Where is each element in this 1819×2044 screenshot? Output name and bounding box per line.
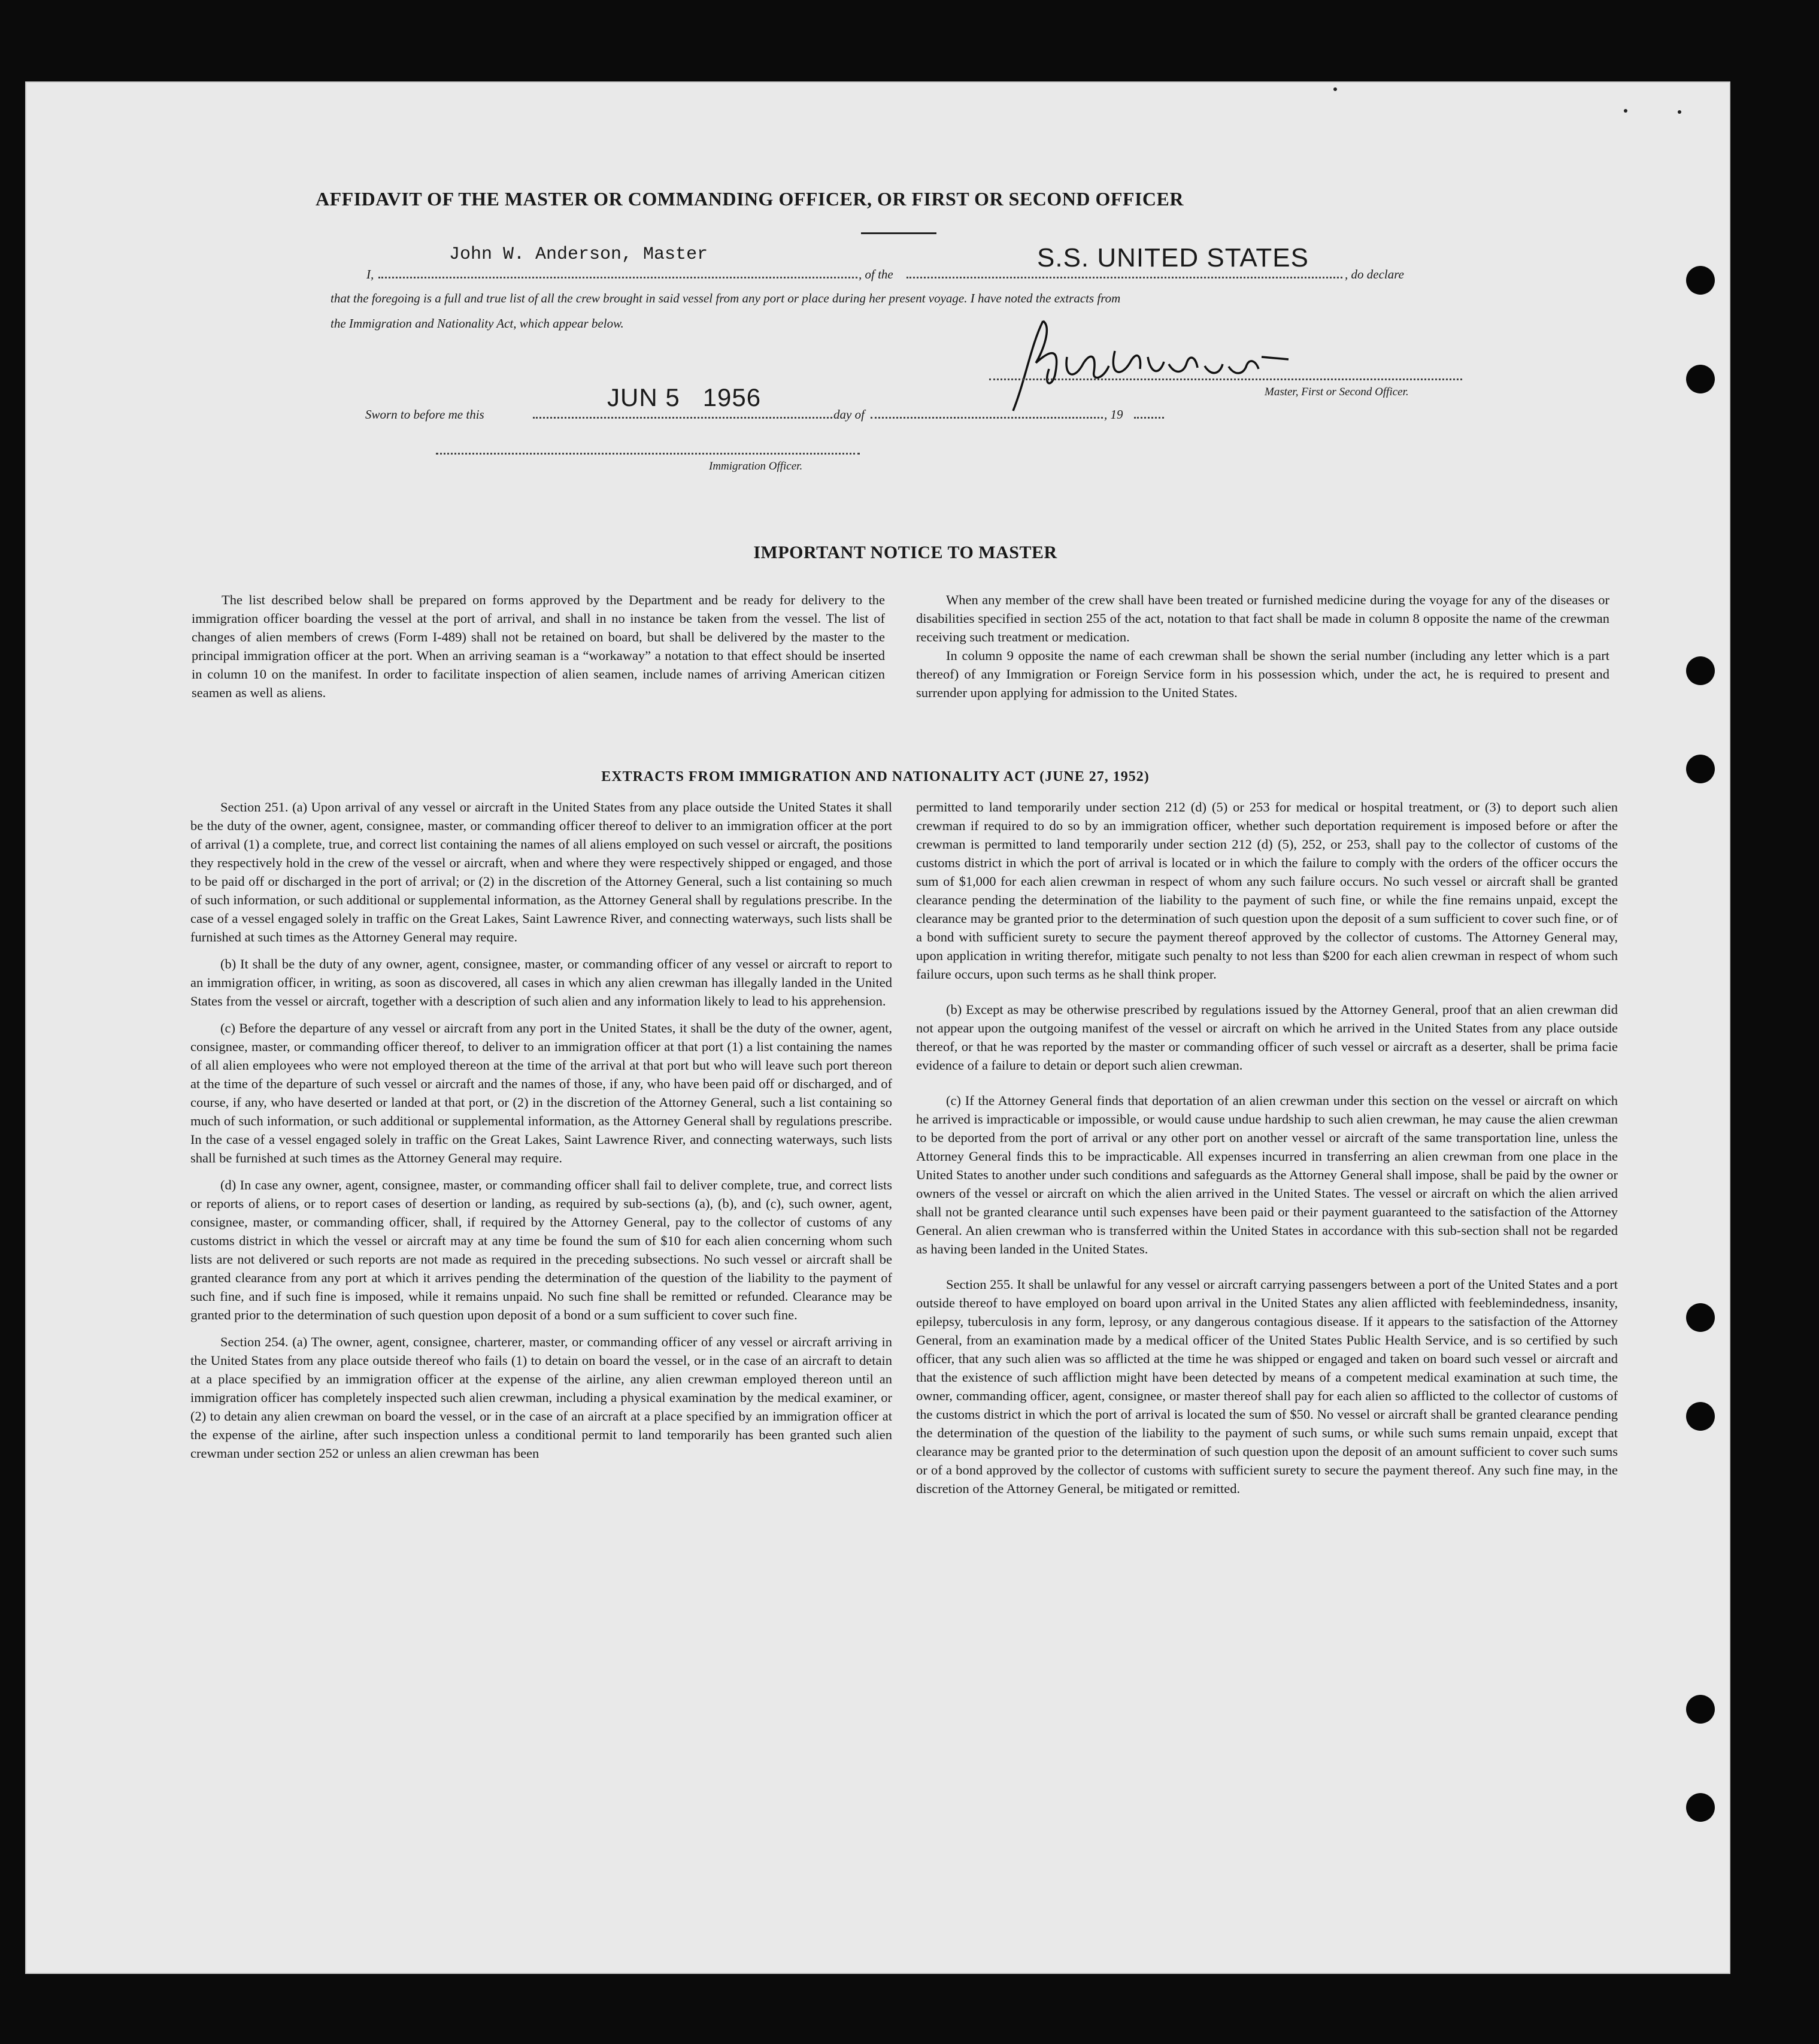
officer-caption: Immigration Officer. — [709, 460, 803, 473]
notice-title: IMPORTANT NOTICE TO MASTER — [753, 543, 1057, 562]
affidavit-title: AFFIDAVIT OF THE MASTER OR COMMANDING OFFICER, OR FIRST OR SECOND OFFICER — [316, 188, 1184, 210]
extract-paragraph: (b) Except as may be otherwise prescribed by regulations issued by the Attorney General, proof that an alien crewman did not appear upon the outgoing manifest of the vessel or aircraft on which he arrived in the United States from any place outside thereof, or that he was reported by the master or commanding officer of such vessel or aircraft as a deserter, shall be prima facie evidence of a failure to detain or deport such alien crewman. — [916, 1002, 1618, 1073]
document-page — [25, 81, 1730, 1974]
notice-left-paragraph: The list described below shall be prepared on forms approved by the Department and be ready for delivery to the immigration officer boarding the vessel at the port of arrival, and shall in no instance be taken from the vessel. The list of changes of alien members of crews (Form I-489) shall not be retained on board, but shall be delivered by the master to the principal immigration officer at the port. When an arriving seaman is a “workaway” a notation to that effect should be inserted in column 10 on the manifest. In order to facilitate inspection of alien seamen, include names of arriving American citizen seamen as well as aliens. — [192, 592, 885, 700]
sworn-date-line — [533, 417, 832, 419]
extracts-title: EXTRACTS FROM IMMIGRATION AND NATIONALITY ACT (JUNE 27, 1952) — [601, 769, 1150, 785]
extract-paragraph: Section 251. (a) Upon arrival of any vessel or aircraft in the United States from any place outside the United States it shall be the duty of the owner, agent, consignee, master, or commanding officer thereof to deliver to an immigration officer at the port of arrival (1) a complete, true, and correct list containing the names of all aliens employed on such vessel or aircraft, the positions they respectively hold in the crew of the vessel or aircraft, when and where they were respectively shipped or engaged, and those to be paid off or discharged in the port of arrival; or (2) in the discretion of the Attorney General, such a list containing so much of such information, or such additional or supplemental information, as the Attorney General shall by regulations prescribe. In the case of a vessel engaged solely in traffic on the Great Lakes, Saint Lawrence River, and connecting waterways, such lists shall be furnished at such times as the Attorney General may require. — [190, 800, 892, 944]
date-stamp: JUN 5 1956 — [607, 383, 762, 411]
extract-paragraph: Section 254. (a) The owner, agent, consignee, charterer, master, or commanding officer of any vessel or aircraft arriving in the United States from any place outside thereof who fails (1) to detain on board the vessel, or in the case of an aircraft to detain at a place specified by an immigration officer at the expense of the airline, any alien crewman employed thereon until an immigration officer has completely inspected such alien crewman, including a physical examination by the medical examiner, or (2) to detain any alien crewman on board the vessel, or in the case of an aircraft at a place specified by an immigration officer at the expense of the airline, after such inspection unless a conditional permit to land temporarily has been granted such alien crewman under section 252 or unless an alien crewman has been — [190, 1334, 892, 1461]
extract-paragraph: (c) Before the departure of any vessel or aircraft from any port in the United States, it shall be the duty of the owner, agent, consignee, master, or commanding officer thereof, to deliver to an immigration officer at that port (1) a list containing the names of all alien employees who were not employed thereon at the time of the arrival at that port but who will leave such port thereon at the time of the departure of such vessel or aircraft and the names of those, if any, who have been paid off or discharged, and of course, if any, who have deserted or landed at that port, or (2) in the discretion of the Attorney General, such a list containing so much of such information, or such additional or supplemental information, as the Attorney General shall by regulations prescribe. In the case of a vessel engaged solely in traffic on the Great Lakes, Saint Lawrence River, and connecting waterways, such lists shall be furnished at such times as the Attorney General may require. — [190, 1021, 892, 1165]
extract-paragraph: (d) In case any owner, agent, consignee, master, or commanding officer shall fail to deliver complete, true, and correct lists or reports of aliens, or to report cases of desertion or landing, as required by sub-sections (a), (b), and (c), such owner, agent, consignee, master, or commanding officer, shall, if required by the Attorney General, pay to the collector of customs of any customs district in which the vessel or aircraft may at any time be found the sum of $10 for each alien concerning whom such lists are not delivered or such reports are not made as required in the preceding subsections. No such vessel or aircraft shall be granted clearance from any port at which it arrives pending the determination of the question of the liability to the payment of such fine, and if such fine is imposed, while it remains unpaid. No such fine shall be remitted or refunded. Clearance may be granted prior to the determination of such question upon deposit of a bond or a sum sufficient to cover such fine. — [190, 1177, 892, 1322]
vessel-line — [907, 277, 1342, 278]
binder-hole — [1686, 755, 1715, 783]
declaration-line-1: that the foregoing is a full and true list of all the crew brought in said vessel from any port or place during her present voyage. I have noted the extracts from — [331, 291, 1121, 305]
day-of-label: day of — [833, 407, 865, 422]
extracts-right-column — [916, 798, 1618, 1506]
binder-hole — [1686, 656, 1715, 685]
signature-line — [989, 378, 1462, 380]
declaration-line-2: the Immigration and Nationality Act, which appear below. — [331, 316, 624, 331]
year-label: , 19 — [1104, 407, 1123, 422]
extracts-left-column — [190, 798, 892, 1471]
name-line — [378, 277, 857, 278]
name-field: John W. Anderson, Master — [449, 244, 708, 265]
binder-hole — [1686, 365, 1715, 393]
extract-paragraph: permitted to land temporarily under section 212 (d) (5) or 253 for medical or hospital treatment, or (3) to deport such alien crewman if required to do so by an immigration officer, whether such deportation requirement is imposed before or after the crewman is permitted to land temporarily under section 212 (d) (5), 252, or 253, shall pay to the collector of customs of the customs district in which the port of arrival is located or in which the failure to comply with the orders of the officer occurs the sum of $1,000 for each alien crewman in respect of whom any such failure occurs. No such vessel or aircraft shall be granted clearance pending the determination of the liability to the payment of such fine, or while the fine remains unpaid, except the clearance may be granted prior to the determination of such question upon the deposit of a sum sufficient to cover such fine, or of a bond with sufficient surety to secure the payment thereof approved by the collector of customs. The Attorney General may, upon application in writing therefor, mitigate such penalty to not less than $200 for each alien crewman in respect of whom such failure occurs, upon such terms as he shall think proper. — [916, 800, 1618, 982]
sworn-label: Sworn to before me this — [365, 407, 484, 422]
signature-caption: Master, First or Second Officer. — [1265, 386, 1409, 398]
officer-line — [436, 453, 860, 455]
notice-left — [192, 591, 885, 710]
month-line — [871, 417, 1103, 419]
i-label: I, — [366, 267, 374, 281]
extract-paragraph: (b) It shall be the duty of any owner, agent, consignee, master, or commanding officer of any vessel or aircraft to report to an immigration officer, in writing, as soon as discovered, all cases in which any alien crewman has illegally landed in the United States from the vessel or aircraft, together with a description of such alien and any information likely to lead to his apprehension. — [190, 956, 892, 1009]
signature — [1007, 309, 1342, 417]
notice-right-paragraph-1: When any member of the crew shall have been treated or furnished medicine during the voyage for any of the diseases or disabilities specified in section 255 of the act, notation to that fact shall be made in column 8 opposite the name of the crewman receiving such treatment or medication. — [916, 592, 1609, 644]
extract-paragraph: Section 255. It shall be unlawful for any vessel or aircraft carrying passengers between a port of the United States and a port outside thereof to have employed on board upon arrival in the United States any alien afflicted with feeblemindedness, insanity, epilepsy, tuberculosis in any form, leprosy, or any dangerous contagious disease. If it appears to the satisfaction of the Attorney General, from an examination made by a medical officer of the United States Public Health Service, and is so certified by such officer, that any such alien was so afflicted at the time he was shipped or engaged and taken on board such vessel or aircraft and that the existence of such affliction might have been detected by means of a competent medical examination at such time, the owner, commanding officer, agent, consignee, or master thereof shall pay for each alien so afflicted to the collector of customs of the customs district in which the port of arrival is located the sum of $50. No vessel or aircraft shall be granted clearance pending the determination of the question of the liability to the payment of such sums, or while such sums remain unpaid, except that clearance may be granted prior to the determination of such question upon the deposit of an amount sufficient to cover such sums or of a bond approved by the collector of customs with sufficient surety to secure the payment thereof. Any such fine may, in the discretion of the Attorney General, be mitigated or remitted. — [916, 1277, 1618, 1496]
binder-hole — [1686, 1402, 1715, 1431]
do-declare-label: , do declare — [1345, 267, 1404, 281]
vessel-field: S.S. UNITED STATES — [1037, 243, 1309, 272]
title-underline — [861, 232, 936, 234]
notice-right-paragraph-2: In column 9 opposite the name of each crewman shall be shown the serial number (including any letter which is a part thereof) of any Immigration or Foreign Service form in his possession which, under the act, he is required to present and surrender upon applying for admission to the United States. — [916, 648, 1609, 700]
binder-hole — [1686, 1793, 1715, 1822]
binder-hole — [1686, 1695, 1715, 1724]
binder-hole — [1686, 266, 1715, 295]
notice-right — [916, 591, 1609, 710]
binder-hole — [1686, 1303, 1715, 1332]
of-the-label: , of the — [859, 267, 893, 281]
year-line — [1134, 417, 1164, 419]
extract-paragraph: (c) If the Attorney General finds that deportation of an alien crewman under this section on the vessel or aircraft on which he arrived is impracticable or impossible, or would cause undue hardship to such alien crewman, he may cause the alien crewman to be deported from the port of arrival or any other port on another vessel or aircraft of the same transportation line, unless the Attorney General finds this to be impracticable. All expenses incurred in transferring an alien crewman from one place in the United States to another under such conditions and safeguards as the Attorney General shall impose, shall be paid by the owner or owners of the vessel or aircraft on which the alien arrived in the United States. The vessel or aircraft on which the alien arrived shall not be granted clearance until such expenses have been paid or their payment guaranteed to the satisfaction of the Attorney General. An alien crewman who is transferred within the United States in accordance with this sub-section shall not be regarded as having been landed in the United States. — [916, 1093, 1618, 1256]
